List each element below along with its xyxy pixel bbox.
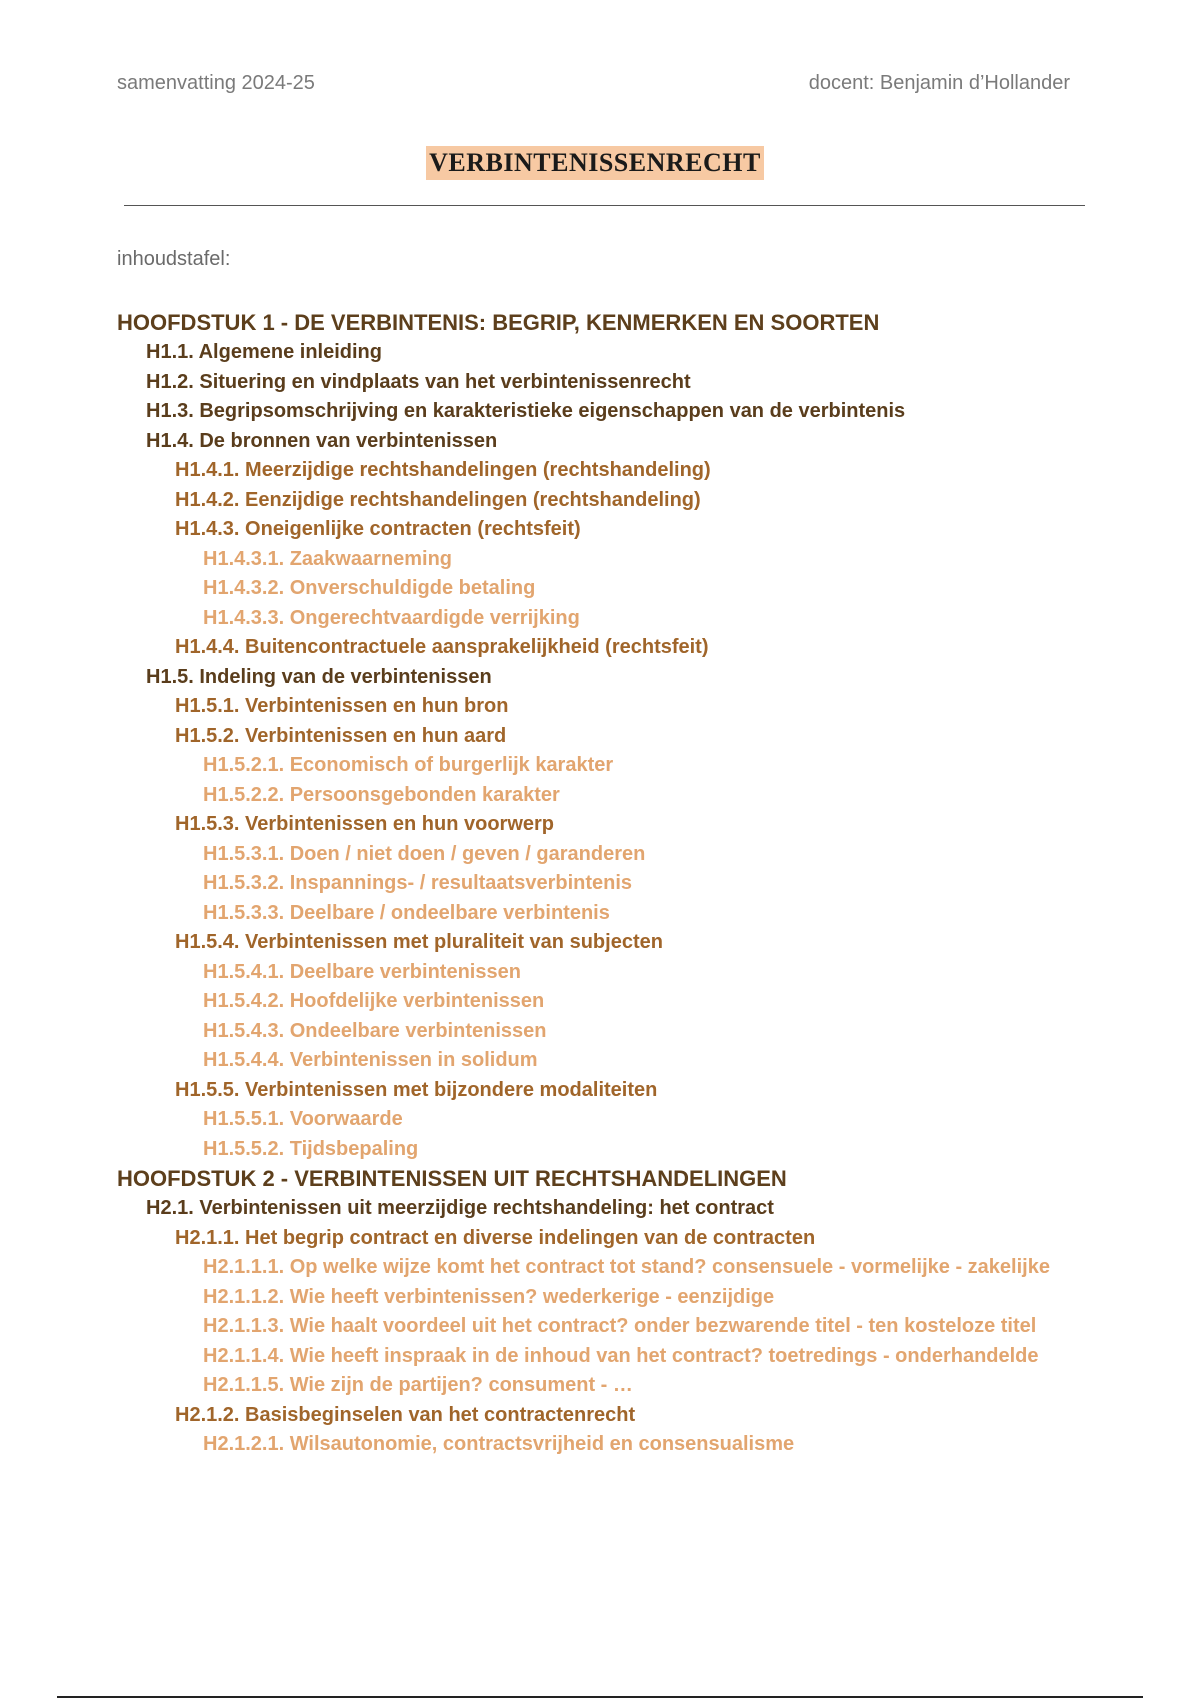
toc-entry-level-3[interactable]: H2.1.2.1. Wilsautonomie, contractsvrijheid en consensualisme	[203, 1433, 795, 1455]
toc-entry-level-1[interactable]: H1.2. Situering en vindplaats van het verbintenissenrecht	[146, 370, 691, 393]
toc-entry-level-2[interactable]: H1.4.4. Buitencontractuele aansprakelijkheid (rechtsfeit)	[175, 636, 709, 658]
toc-entry-level-2[interactable]: H1.5.5. Verbintenissen met bijzondere modaliteiten	[175, 1078, 658, 1101]
toc-entry-level-3[interactable]: H1.5.5.2. Tijdsbepaling	[203, 1137, 419, 1160]
toc-entry-level-3[interactable]: H1.5.4.1. Deelbare verbintenissen	[203, 960, 521, 983]
toc-entry-level-3[interactable]: H1.4.3.1. Zaakwaarneming	[203, 547, 453, 570]
toc-entry-level-2[interactable]: H2.1.1. Het begrip contract en diverse indelingen van de contracten	[175, 1226, 816, 1249]
toc-entry-level-2[interactable]: H1.5.2. Verbintenissen en hun aard	[175, 724, 507, 747]
title-divider	[124, 205, 1085, 206]
header-left-text: samenvatting 2024-25	[117, 72, 315, 94]
toc-entry-level-2[interactable]: H1.4.1. Meerzijdige rechtshandelingen (rechtshandeling)	[175, 459, 711, 481]
toc-entry-level-1[interactable]: H1.4. De bronnen van verbintenissen	[146, 429, 498, 452]
toc-entry-level-3[interactable]: H1.5.5.1. Voorwaarde	[203, 1108, 403, 1130]
toc-entry-level-3[interactable]: H1.4.3.3. Ongerechtvaardigde verrijking	[203, 606, 580, 629]
toc-entry-level-3[interactable]: H1.5.2.1. Economisch of burgerlijk karakter	[203, 754, 614, 776]
toc-entry-level-2[interactable]: H1.4.2. Eenzijdige rechtshandelingen (rechtshandeling)	[175, 488, 701, 511]
toc-entry-level-3[interactable]: H1.5.2.2. Persoonsgebonden karakter	[203, 783, 560, 806]
toc-entry-level-3[interactable]: H2.1.1.4. Wie heeft inspraak in de inhoud van het contract? toetredings - onderhandelde	[203, 1344, 1039, 1367]
toc-entry-level-2[interactable]: H1.4.3. Oneigenlijke contracten (rechtsfeit)	[175, 518, 581, 540]
toc-entry-level-3[interactable]: H2.1.1.2. Wie heeft verbintenissen? wederkerige - eenzijdige	[203, 1285, 775, 1308]
table-of-contents	[0, 308, 1200, 1460]
toc-entry-level-1[interactable]: H1.3. Begripsomschrijving en karakteristieke eigenschappen van de verbintenis	[146, 400, 906, 422]
toc-entry-level-2[interactable]: H1.5.3. Verbintenissen en hun voorwerp	[175, 813, 554, 835]
toc-entry-level-3[interactable]: H1.5.4.4. Verbintenissen in solidum	[203, 1049, 538, 1071]
toc-entry-level-1[interactable]: H1.5. Indeling van de verbintenissen	[146, 665, 492, 688]
title-container	[0, 146, 1190, 180]
toc-entry-level-3[interactable]: H2.1.1.3. Wie haalt voordeel uit het contract? onder bezwarende titel - ten kosteloze titel	[203, 1315, 1037, 1337]
toc-entry-level-2[interactable]: H1.5.4. Verbintenissen met pluraliteit van subjecten	[175, 931, 663, 953]
toc-entry-level-3[interactable]: H1.5.4.2. Hoofdelijke verbintenissen	[203, 990, 545, 1012]
toc-chapter[interactable]: HOOFDSTUK 2 - VERBINTENISSEN UIT RECHTSHANDELINGEN	[117, 1166, 787, 1191]
toc-entry-level-3[interactable]: H1.5.3.2. Inspannings- / resultaatsverbintenis	[203, 872, 633, 894]
toc-entry-level-1[interactable]: H1.1. Algemene inleiding	[146, 341, 382, 363]
toc-entry-level-3[interactable]: H1.5.4.3. Ondeelbare verbintenissen	[203, 1019, 547, 1042]
toc-entry-level-3[interactable]: H1.5.3.3. Deelbare / ondeelbare verbintenis	[203, 901, 610, 924]
document-title: VERBINTENISSENRECHT	[426, 146, 764, 180]
toc-entry-level-1[interactable]: H2.1. Verbintenissen uit meerzijdige rechtshandeling: het contract	[146, 1197, 774, 1219]
toc-entry-level-3[interactable]: H2.1.1.5. Wie zijn de partijen? consument - …	[203, 1374, 633, 1396]
toc-entry-level-2[interactable]: H1.5.1. Verbintenissen en hun bron	[175, 695, 509, 717]
toc-entry-level-3[interactable]: H2.1.1.1. Op welke wijze komt het contract tot stand? consensuele - vormelijke - zakelijke	[203, 1256, 1050, 1278]
toc-chapter[interactable]: HOOFDSTUK 1 - DE VERBINTENIS: BEGRIP, KENMERKEN EN SOORTEN	[117, 310, 880, 335]
toc-entry-level-2[interactable]: H2.1.2. Basisbeginselen van het contractenrecht	[175, 1403, 636, 1426]
page-bottom-divider	[57, 1696, 1143, 1698]
toc-label: inhoudstafel:	[117, 248, 231, 270]
header-right-text: docent: Benjamin d’Hollander	[808, 72, 1070, 94]
toc-entry-level-3[interactable]: H1.4.3.2. Onverschuldigde betaling	[203, 577, 536, 599]
toc-entry-level-3[interactable]: H1.5.3.1. Doen / niet doen / geven / garanderen	[203, 842, 646, 865]
